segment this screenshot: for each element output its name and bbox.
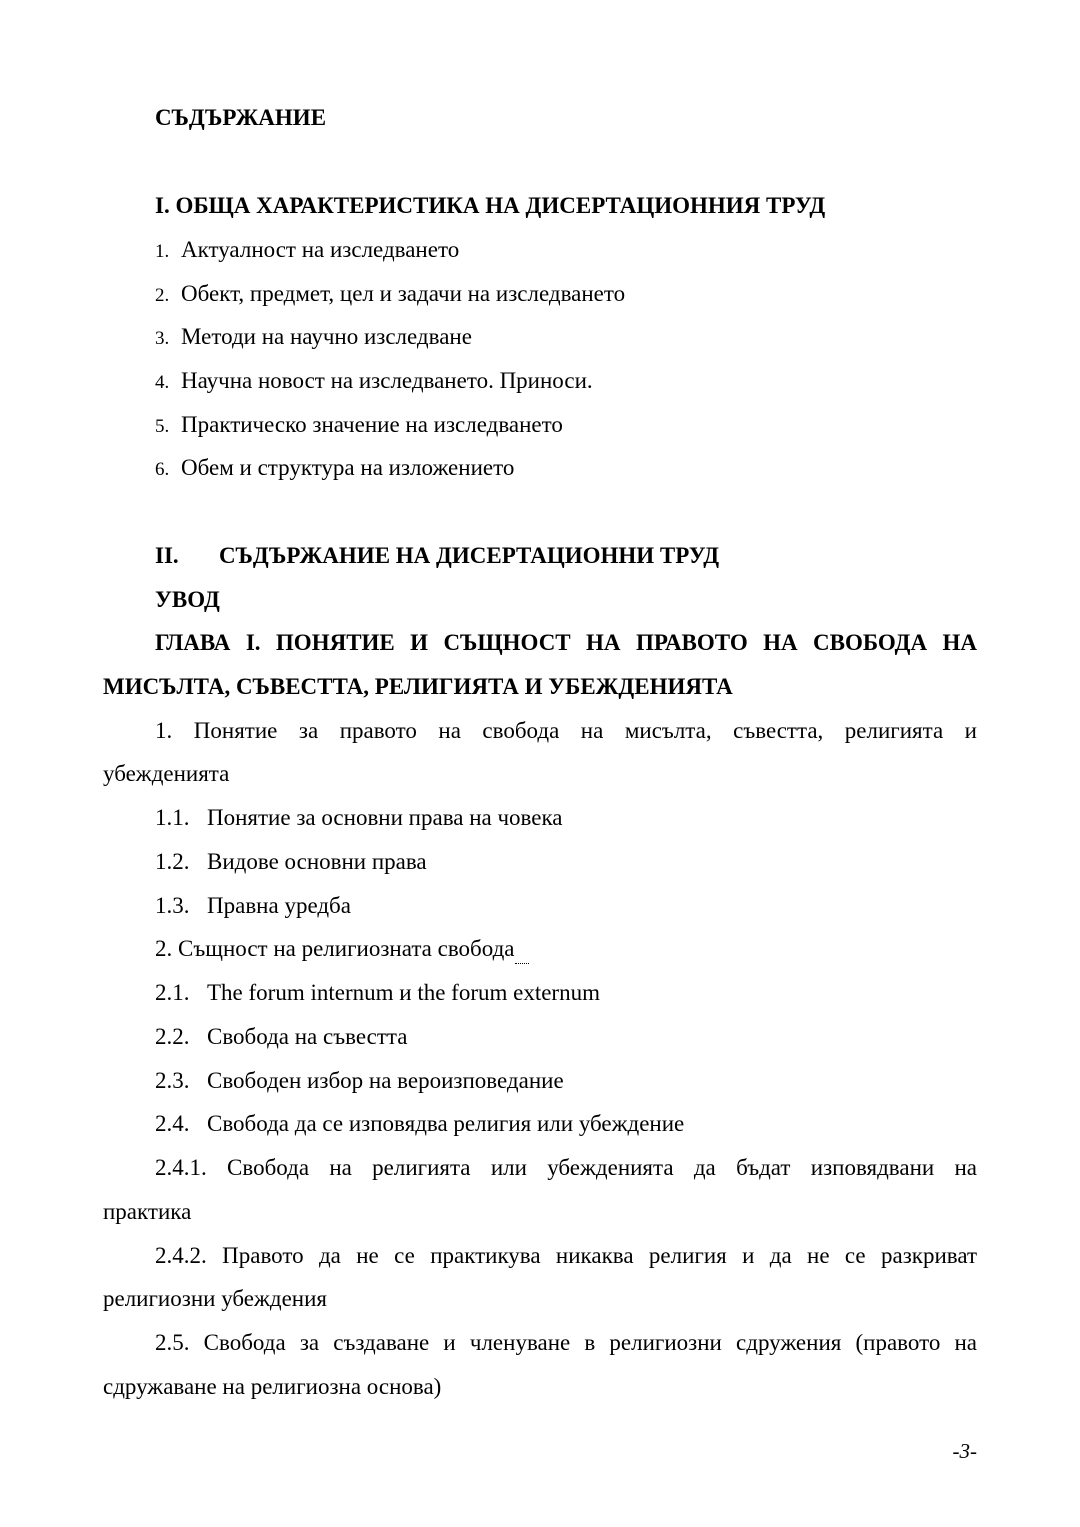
toc-item-2-text: 2. Същност на религиозната свобода [155,936,515,961]
toc-subitem [155,1109,684,1139]
section2-roman: II. [155,543,179,568]
toc-item-number: 1. [155,241,170,262]
section1-heading: I. ОБЩА ХАРАКТЕРИСТИКА НА ДИСЕРТАЦИОННИЯ ТРУД [155,193,826,218]
toc-subitem [155,978,600,1008]
toc-subitem-number: 2.4. [155,1111,190,1136]
toc-item-number: 6. [155,459,170,480]
toc-item-text: Научна новост на изследването. Приноси. [181,368,593,393]
intro-heading: УВОД [155,587,220,612]
toc-item-text: Практическо значение на изследването [181,412,563,437]
toc-item [155,322,472,354]
toc-item-number: 5. [155,416,170,437]
toc-item [155,366,593,398]
toc-item-number: 2. [155,285,170,306]
toc-item-text: Методи на научно изследване [181,324,472,349]
toc-subitem-number: 2.3. [155,1068,190,1093]
toc-title: СЪДЪРЖАНИЕ [155,105,327,130]
page-number: -3- [952,1439,977,1463]
toc-subitem-text: Свободен избор на вероизповедание [207,1068,564,1093]
toc-subitem-number: 1.3. [155,893,190,918]
toc-subitem-text: Свобода на съвестта [207,1024,408,1049]
toc-item [155,453,514,485]
dotted-leader [515,941,529,964]
toc-subitem [155,803,563,833]
toc-item-2-4-2-line1: 2.4.2. Правото да не се практикува никаква религия и да не се разкриват [155,1243,977,1268]
toc-item-1-line1: 1. Понятие за правото на свобода на мисълта, съвестта, религията и [155,718,977,743]
toc-subitem-text: Понятие за основни права на човека [207,805,563,830]
toc-item-text: Обект, предмет, цел и задачи на изследването [181,281,626,306]
section2-title: СЪДЪРЖАНИЕ НА ДИСЕРТАЦИОННИ ТРУД [219,543,720,568]
toc-subitem-number: 2.1. [155,980,190,1005]
toc-item-2-4-2-line2: религиозни убеждения [103,1286,327,1311]
toc-item-2 [155,934,529,964]
toc-item-2-4-1-line2: практика [103,1199,192,1224]
toc-subitem-text: The forum internum и the forum externum [207,980,600,1005]
toc-item-2-4-1-line1: 2.4.1. Свобода на религията или убежденията да бъдат изповядвани на [155,1155,977,1180]
toc-subitem [155,1066,564,1096]
toc-item-text: Обем и структура на изложението [181,455,515,480]
toc-item-number: 3. [155,328,170,349]
toc-item [155,279,625,311]
toc-item [155,235,459,267]
toc-item-2-5-line1: 2.5. Свобода за създаване и членуване в религиозни сдружения (правото на [155,1330,977,1355]
section2-heading [155,541,719,571]
toc-item-number: 4. [155,372,170,393]
toc-subitem-number: 2.2. [155,1024,190,1049]
toc-subitem [155,891,351,921]
toc-item-text: Актуалност на изследването [181,237,460,262]
toc-subitem-text: Свобода да се изповядва религия или убеждение [207,1111,685,1136]
toc-subitem-text: Видове основни права [207,849,427,874]
chapter1-heading-line1: ГЛАВА I. ПОНЯТИЕ И СЪЩНОСТ НА ПРАВОТО НА СВОБОДА НА [155,630,977,655]
toc-subitem-number: 1.1. [155,805,190,830]
toc-item-2-5-line2: сдружаване на религиозна основа) [103,1374,442,1399]
toc-subitem [155,1022,407,1052]
toc-subitem-number: 1.2. [155,849,190,874]
toc-item-1-line2: убежденията [103,761,230,786]
toc-item [155,410,563,442]
toc-subitem [155,847,427,877]
toc-subitem-text: Правна уредба [207,893,351,918]
chapter1-heading-line2: МИСЪЛТА, СЪВЕСТТА, РЕЛИГИЯТА И УБЕЖДЕНИЯТА [103,674,733,699]
